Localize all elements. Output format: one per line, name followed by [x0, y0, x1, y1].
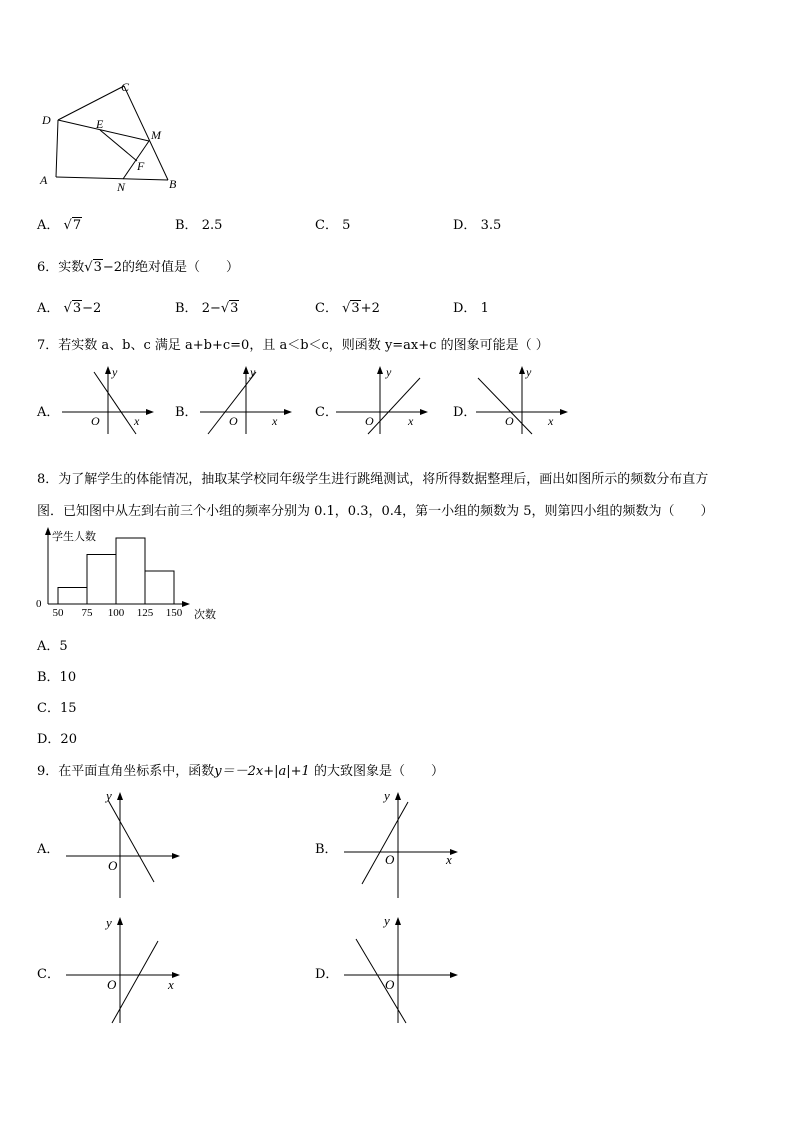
svg-text:x: x [272, 414, 278, 428]
q9-graph-a [62, 788, 186, 900]
q7-graph-a [60, 364, 156, 436]
hist-tick-label: 50 [52, 607, 64, 619]
q9-graph-b [340, 788, 464, 900]
hist-ylabel: 学生人数 [52, 531, 96, 543]
svg-text:y: y [106, 915, 112, 930]
q5-option-a: A． √7 [37, 218, 82, 233]
hist-origin: 0 [36, 598, 42, 610]
q8-stem-line2: 图．已知图中从左到右前三个小组的频率分别为 0.1，0.3，0.4，第一小组的频数为 5，则第四小组的频数为（ ） [37, 504, 714, 519]
q5-option-c: C． 5 [315, 218, 351, 233]
q6-stem: 6．实数√3−2的绝对值是（ ） [37, 260, 240, 275]
q9-graph-c [62, 913, 186, 1025]
hist-bar-3 [116, 538, 145, 604]
svg-text:O: O [505, 414, 514, 428]
q9-label-c: C． [37, 967, 60, 982]
svg-text:O: O [385, 852, 395, 867]
label-C: C [121, 80, 130, 94]
svg-text:y: y [106, 788, 112, 803]
hist-bar-1 [58, 588, 87, 605]
label-M: M [151, 128, 161, 142]
q7-stem: 7．若实数 a、b、c 满足 a+b+c=0，且 a＜b＜c，则函数 y=ax+c 的图象可能是（ ） [37, 338, 549, 353]
q6-option-c: C． √3+2 [315, 301, 380, 316]
q7-graph-c [334, 364, 430, 436]
svg-text:y: y [384, 913, 390, 928]
q7-label-c: C． [315, 405, 338, 420]
q9-label-d: D． [315, 967, 339, 982]
q5-option-b: B． 2.5 [175, 218, 223, 233]
q8-option-a: A．5 [37, 639, 68, 654]
q8-option-d: D．20 [37, 732, 77, 747]
q8-option-b: B．10 [37, 670, 77, 685]
hist-tick-label: 125 [136, 607, 154, 619]
q8-stem-line1: 8．为了解学生的体能情况，抽取某学校同年级学生进行跳绳测试，将所得数据整理后，画出如图所示的频数分布直方 [37, 472, 709, 487]
svg-text:x: x [548, 414, 554, 428]
q7-graph-d [474, 364, 570, 436]
q9-graph-d [340, 913, 464, 1025]
q6-option-a: A． √3−2 [37, 301, 102, 316]
svg-text:O: O [365, 414, 374, 428]
svg-text:y: y [112, 365, 118, 379]
svg-text:y: y [526, 365, 532, 379]
q9-stem: 9．在平面直角坐标系中，函数y＝－2x+|a|+1 的大致图象是（ ） [37, 764, 444, 779]
q7-label-d: D． [453, 405, 477, 420]
hist-tick-label: 100 [107, 607, 125, 619]
label-E: E [96, 117, 104, 131]
q6-option-b: B． 2−√3 [175, 301, 239, 316]
label-D: D [42, 113, 51, 127]
label-B: B [169, 177, 177, 191]
label-N: N [117, 180, 126, 193]
geometry-figure [34, 78, 184, 193]
q9-label-a: A． [37, 842, 60, 857]
svg-text:O: O [107, 977, 117, 992]
q5-option-d: D． 3.5 [453, 218, 502, 233]
svg-text:y: y [384, 788, 390, 803]
q7-label-a: A． [37, 405, 60, 420]
svg-text:x: x [168, 977, 174, 992]
q9-label-b: B． [315, 842, 338, 857]
svg-text:y: y [250, 365, 256, 379]
hist-xlabel: 次数 [194, 609, 216, 621]
hist-bar-4 [145, 571, 174, 604]
hist-bar-2 [87, 555, 116, 605]
hist-tick-label: 150 [165, 607, 183, 619]
svg-text:O: O [229, 414, 238, 428]
q8-option-c: C．15 [37, 701, 77, 716]
hist-tick-label: 75 [81, 607, 93, 619]
svg-text:x: x [446, 852, 452, 867]
q6-option-d: D． 1 [453, 301, 489, 316]
svg-text:x: x [408, 414, 414, 428]
histogram [34, 524, 234, 624]
svg-text:O: O [385, 977, 395, 992]
svg-text:O: O [91, 414, 100, 428]
svg-text:O: O [108, 858, 118, 873]
q7-graph-b [198, 364, 294, 436]
label-F: F [137, 159, 145, 173]
svg-text:x: x [134, 414, 140, 428]
q7-label-b: B． [175, 405, 198, 420]
svg-text:y: y [386, 365, 392, 379]
label-A: A [40, 173, 48, 187]
